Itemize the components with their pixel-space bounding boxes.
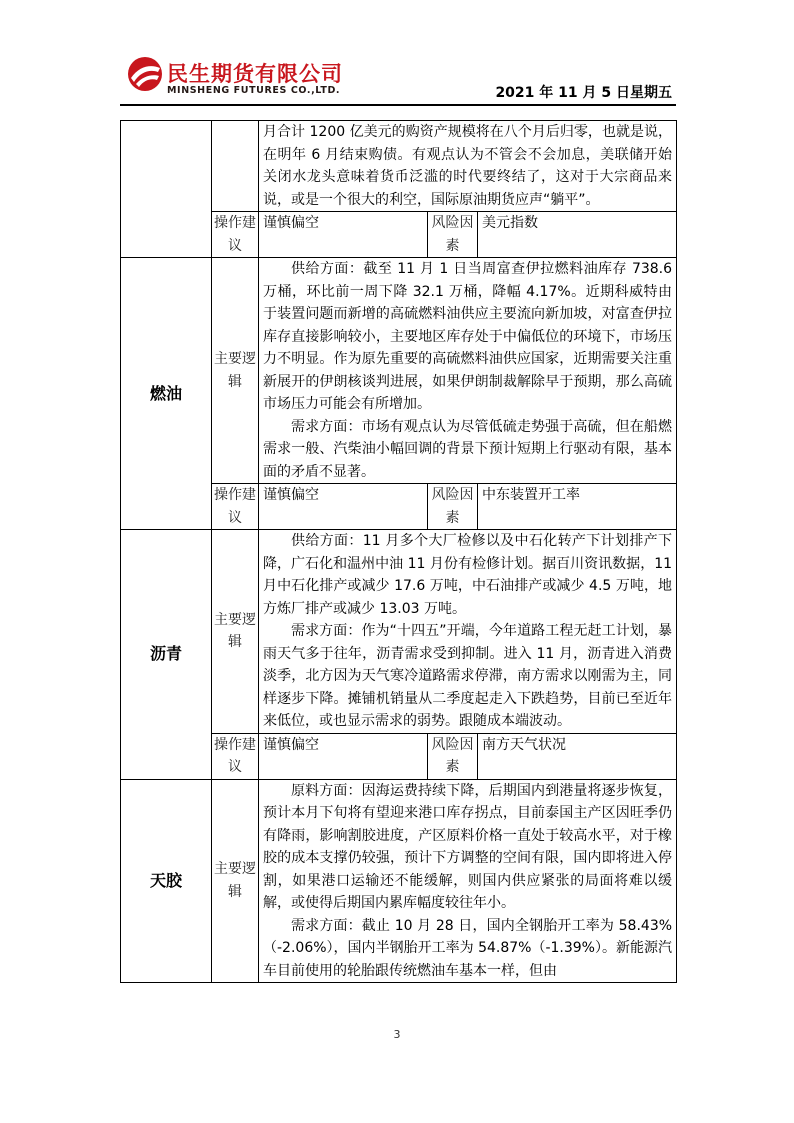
product-cell-empty bbox=[121, 121, 212, 258]
supply-paragraph: 原料方面：因海运费持续下降，后期国内到港量将逐步恢复，预计本月下旬将有望迎来港口库存拐点，目前泰国主产区因旺季仍有降雨，影响割胶进度，产区原料价格一直处于较高水平，对于橡胶的成本支撑仍较强，预计下方调整的空间有限，国内即将进入停割，如果港口运输还不能缓解，则国内供应紧张的局面将难以缓解，或使得后期国内累库幅度较往年小。 bbox=[263, 782, 673, 911]
op-label: 操作建议 bbox=[212, 733, 259, 779]
logic-label: 主要逻辑 bbox=[212, 258, 259, 484]
risk-label: 风险因素 bbox=[428, 484, 478, 530]
page-number: 3 bbox=[393, 1028, 401, 1041]
product-rubber: 天胶 bbox=[121, 779, 212, 983]
demand-paragraph: 需求方面：截止 10 月 28 日，国内全钢胎开工率为 58.43%（-2.06%），国内半钢胎开工率为 54.87%（-1.39%）。新能源汽车目前使用的轮胎跟传统燃油车基本一样，但由 bbox=[263, 917, 673, 979]
risk-value: 中东装置开工率 bbox=[478, 484, 677, 530]
supply-paragraph: 供给方面：11 月多个大厂检修以及中石化转产下计划排产下降，广石化和温州中油 11 月份有检修计划。据百川资讯数据，11 月中石化排产或减少 17.6 万吨，中石油排产或减少 4.5 万吨，地方炼厂排产或减少 13.03 万吨。 bbox=[263, 533, 673, 617]
supply-paragraph: 供给方面：截至 11 月 1 日当周富查伊拉燃料油库存 738.6 万桶，环比前一周下降 32.1 万桶，降幅 4.17%。近期科威特由于装置问题而新增的高硫燃料油供应主要流向新加坡，对富查伊拉库存直接影响较小，主要地区库存处于中偏低位的环境下，市场压力不明显。作为原先重要的高硫燃料油供应国家，近期需要关注重新展开的伊朗核谈判进展，如果伊朗制裁解除早于预期，那么高硫市场压力可能会有所增加。 bbox=[263, 261, 673, 412]
company-name-cn: 民生期货有限公司 bbox=[167, 62, 343, 86]
report-date: 2021 年 11 月 5 日星期五 bbox=[495, 85, 672, 101]
risk-label: 风险因素 bbox=[428, 212, 478, 258]
demand-paragraph: 需求方面：市场有观点认为尽管低硫走势强于高硫，但在船燃需求一般、汽柴油小幅回调的背景下预计短期上行驱动有限，基本面的矛盾不显著。 bbox=[263, 418, 673, 480]
company-name-en: MINSHENG FUTURES CO.,LTD. bbox=[167, 85, 341, 96]
logic-label-cell-empty bbox=[212, 121, 259, 212]
minsheng-logo-icon bbox=[127, 56, 163, 92]
demand-paragraph: 需求方面：作为“十四五”开端，今年道路工程无赶工计划，暴雨天气多于往年，沥青需求受到抑制。进入 11 月，沥青进入消费淡季，北方因为天气寒冷道路需求停滞，南方需求以刚需为主，同样逐步下降。摊铺机销量从二季度起走入下跌趋势，目前已至近年来低位，或也显示需求的弱势。跟随成本端波动。 bbox=[263, 623, 673, 729]
logic-text bbox=[259, 779, 677, 983]
risk-value: 南方天气状况 bbox=[478, 733, 677, 779]
product-fuel-oil: 燃油 bbox=[121, 258, 212, 530]
table-row bbox=[121, 121, 677, 212]
op-value: 谨慎偏空 bbox=[259, 733, 428, 779]
page-header bbox=[0, 0, 794, 118]
logic-label: 主要逻辑 bbox=[212, 530, 259, 734]
product-asphalt: 沥青 bbox=[121, 530, 212, 780]
table-row bbox=[121, 530, 677, 734]
logic-paragraph: 月合计 1200 亿美元的购资产规模将在八个月后归零，也就是说，在明年 6 月结束购债。有观点认为不管会不会加息，美联储开始关闭水龙头意味着货币泛滥的时代要终结了，这对于大宗商品来说，或是一个很大的利空，国际原油期货应声“躺平”。 bbox=[263, 124, 673, 208]
table-row bbox=[121, 779, 677, 983]
table-row bbox=[121, 258, 677, 484]
risk-value: 美元指数 bbox=[478, 212, 677, 258]
logic-text bbox=[259, 530, 677, 734]
op-label: 操作建议 bbox=[212, 484, 259, 530]
risk-label: 风险因素 bbox=[428, 733, 478, 779]
op-value: 谨慎偏空 bbox=[259, 212, 428, 258]
header-divider bbox=[120, 104, 676, 106]
op-value: 谨慎偏空 bbox=[259, 484, 428, 530]
logic-label: 主要逻辑 bbox=[212, 779, 259, 983]
logic-text bbox=[259, 121, 677, 212]
op-label: 操作建议 bbox=[212, 212, 259, 258]
logic-text bbox=[259, 258, 677, 484]
commodity-table bbox=[120, 120, 677, 983]
